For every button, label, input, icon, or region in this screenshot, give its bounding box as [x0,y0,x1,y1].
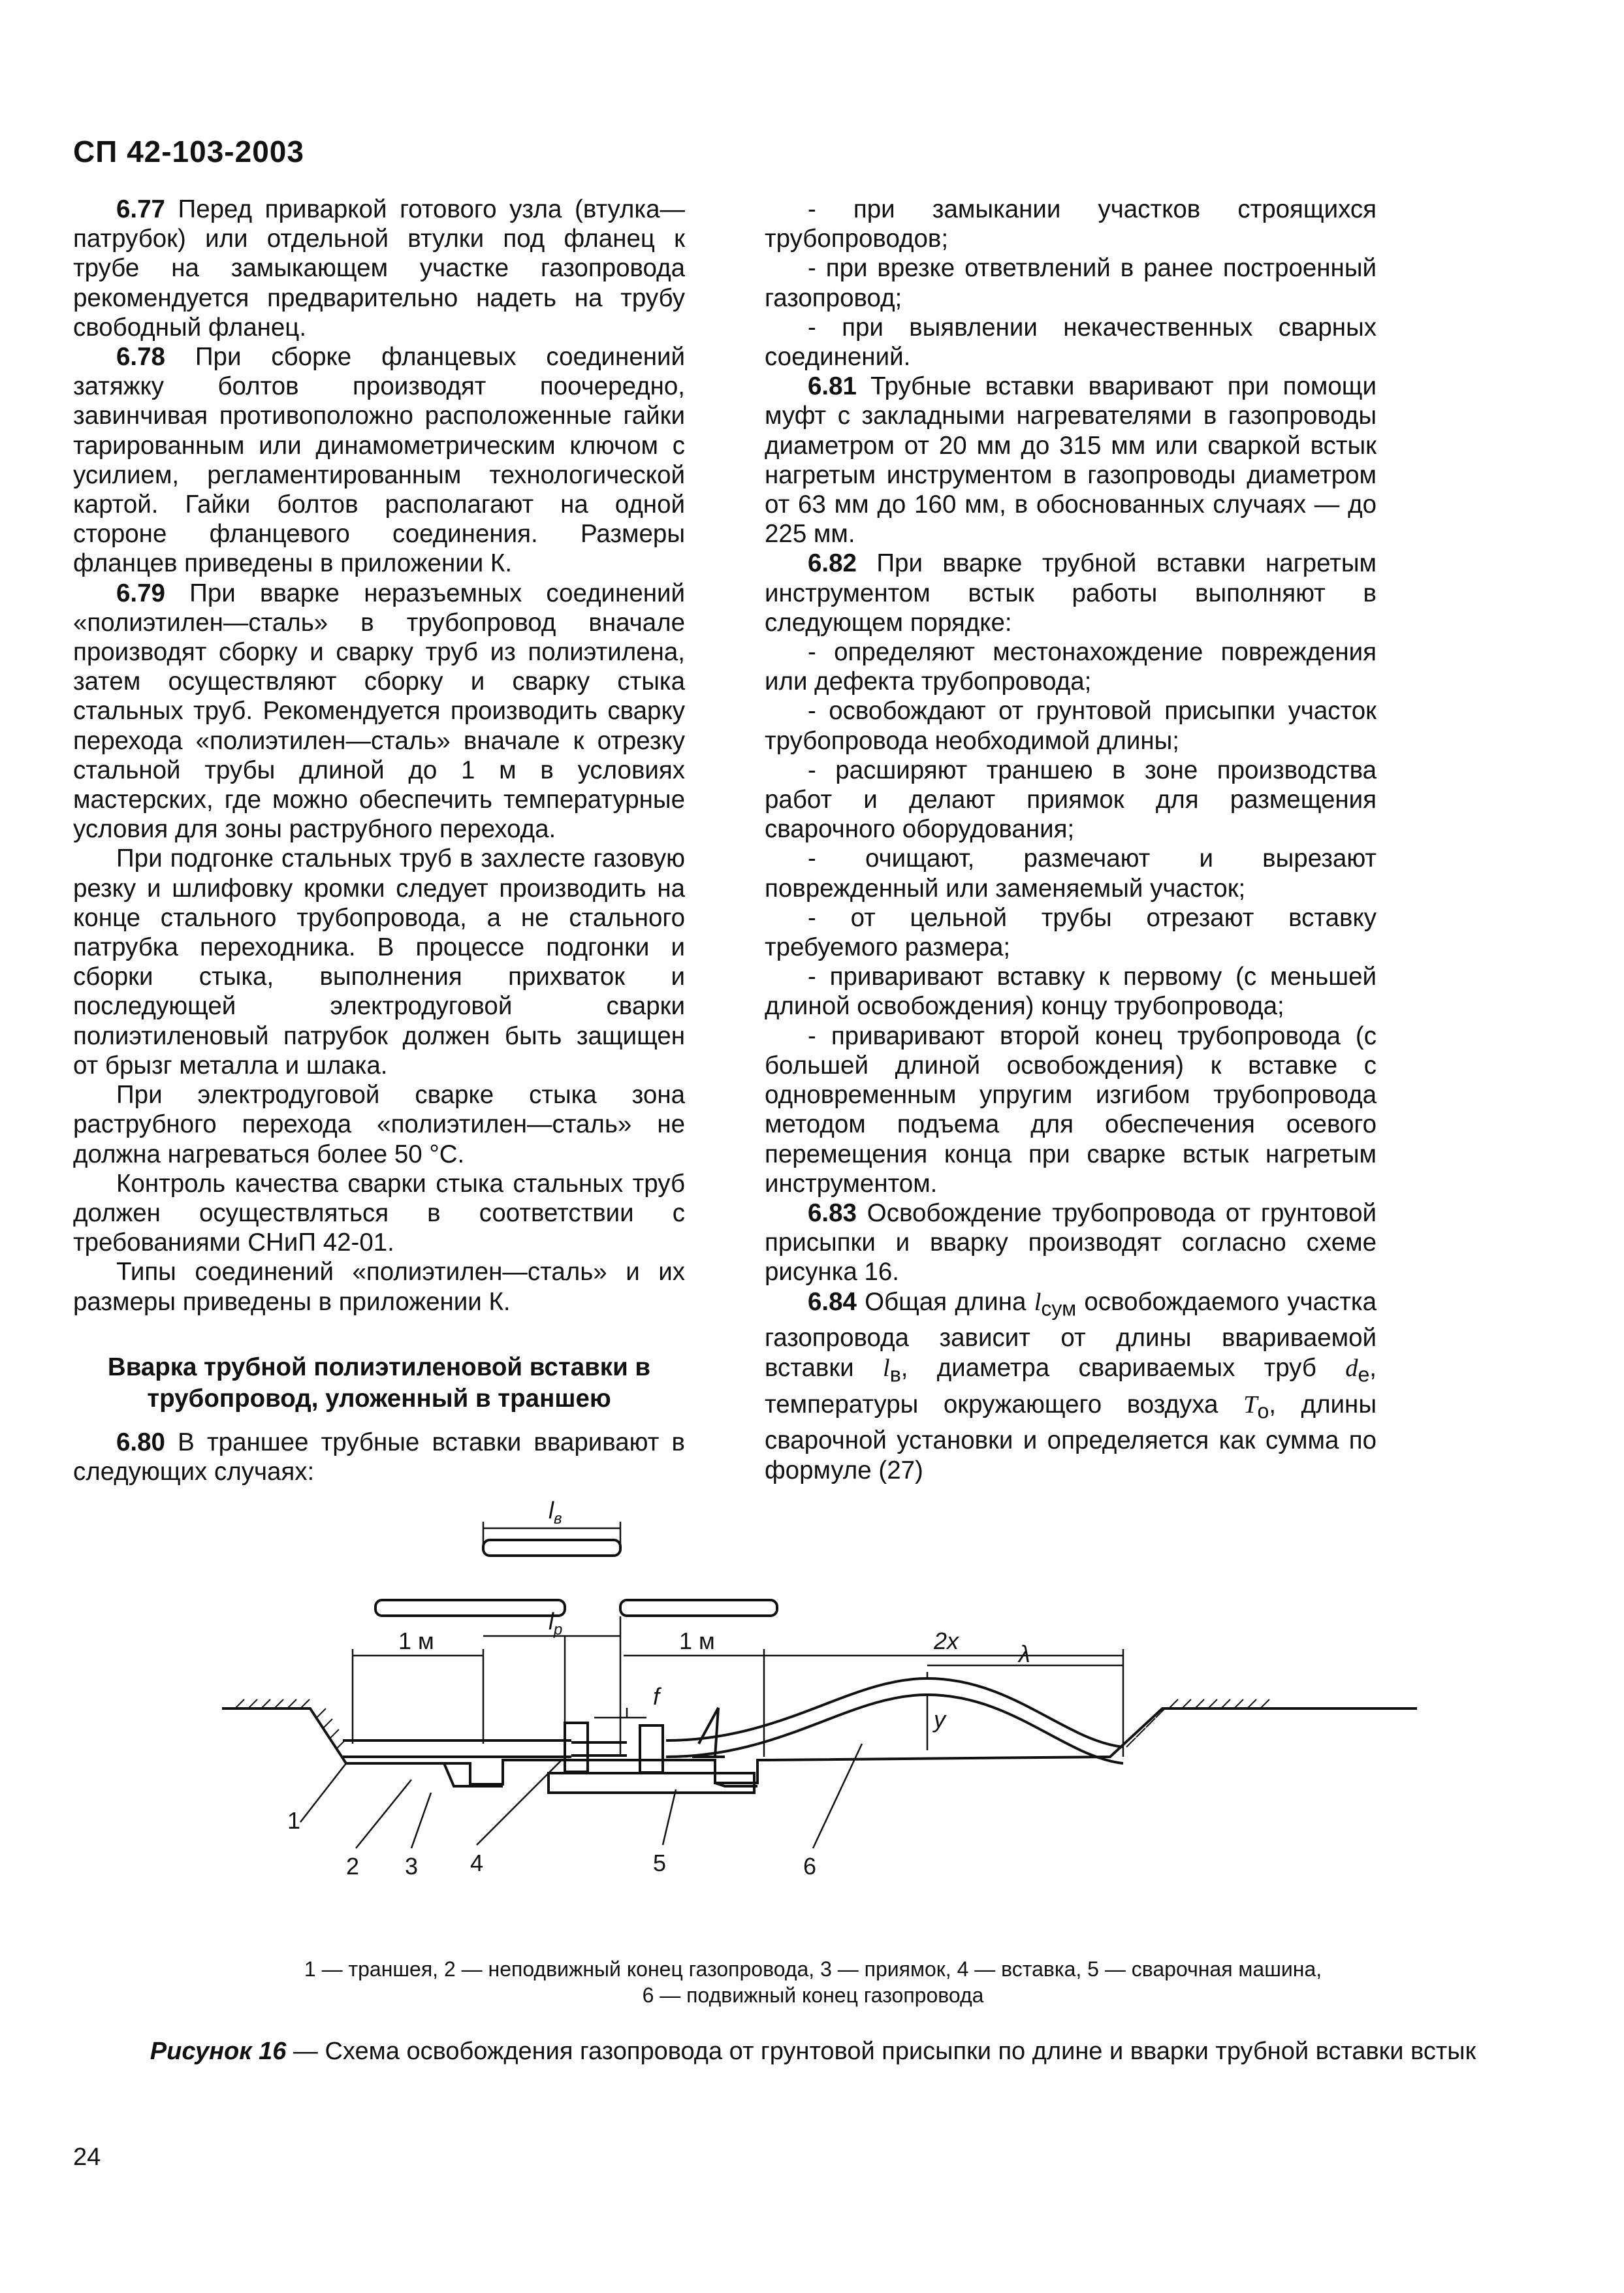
label-lambda: λ [1019,1641,1030,1667]
section-subheading: Вварка трубной полиэтиленовой вставки в трубопровод, уложенный в траншею [107,1353,651,1413]
paragraph-6-84 [765,1287,1377,1485]
page-number: 24 [73,2143,101,2171]
label-lp [549,1608,562,1639]
paragraph-6-78 [73,342,685,579]
clause-number: 6.83 [808,1198,857,1227]
left-column [73,195,685,1486]
text-run: , диаметра свариваемых труб [900,1353,1346,1382]
movable-pipe [666,1678,1123,1763]
list-item: - от цельной трубы отрезают вставку требуемого размера; [765,903,1377,962]
clause-number: 6.78 [116,343,165,372]
upper-insert-pipe [483,1540,620,1556]
paragraph-6-79 [73,579,685,844]
list-item: - очищают, размечают и вырезают поврежденный или заменяемый участок; [765,844,1377,903]
paragraph-text: При вварке неразъемных соединений «полиэтилен—сталь» в трубопровод вначале производят сборку и сварку труб из полиэтилена, затем осуществляют сборку и сварку стыка стальных труб. Рекомендуется производить сварку перехода «полиэтилен—сталь» вначале к отрезку стальной трубы длиной до 1 м в условиях мастерских, где можно обеспечить температурные условия для зоны раструбного перехода. [73,579,685,844]
subscript: в [889,1362,901,1387]
subscript: сум [1041,1296,1077,1321]
list-item: - при врезке ответвлений в ранее построенный газопровод; [765,254,1377,312]
right-column [765,195,1377,1485]
list-item: - расширяют траншею в зоне производства работ и делают приямок для размещения сварочного оборудования; [765,756,1377,844]
fixed-pipe [343,1740,571,1757]
label-f: f [653,1683,660,1710]
upper-left-pipe [375,1600,565,1616]
paragraph-joint-types: Типы соединений «полиэтилен—сталь» и их размеры приведены в приложении К. [73,1258,685,1316]
document-header: СП 42-103-2003 [73,135,304,168]
callout-1: 1 [287,1807,301,1834]
list-item: - при замыкании участков строящихся трубопроводов; [765,195,1377,253]
subscript: е [1358,1362,1370,1387]
clause-number: 6.80 [116,1428,165,1456]
clause-number: 6.81 [808,372,857,401]
list-item: - освобождают от грунтовой присыпки участок трубопровода необходимой длины; [765,697,1377,755]
var-d-e: d [1345,1354,1358,1382]
callout-3: 3 [405,1853,419,1880]
clause-number: 6.82 [808,549,857,578]
text-run: , длины сварочной установки и определяется как сумма по формуле (27) [765,1390,1377,1484]
var-l-v: l [882,1354,890,1382]
paragraph-text: Трубные вставки вваривают при помощи муфт с закладными нагревателями в газопроводы диаметром от 20 мм до 315 мм или сваркой встык нагретым инструментом в газопроводы диаметром от 63 мм до 160 мм, в обоснованных случаях — до 225 мм. [765,372,1377,549]
label-l: l [549,1608,554,1635]
upper-right-pipe [620,1600,777,1616]
paragraph-text: В траншее трубные вставки вваривают в следующих случаях: [73,1428,685,1486]
figure-title [131,2036,1495,2066]
callout-2: 2 [346,1853,360,1880]
text-run: освобождаемого участка газопровода зависит от длины ввариваемой вставки [765,1287,1377,1382]
dim-lp [483,1616,620,1757]
label-2x: 2x [934,1628,959,1654]
pit-outline [444,1763,757,1786]
list-item: - приваривают вставку к первому (с меньшей длиной освобождения) концу трубопровода; [765,963,1377,1021]
list-item: - при выявлении некачественных сварных соединений. [765,313,1377,372]
label-lv [549,1497,562,1528]
paragraph-text: Перед приваркой готового узла (втулка—патрубок) или отдельной втулки под фланец к трубе на замыкающем участке газопровода рекомендуется предварительно надеть на трубу свободный фланец. [73,195,685,342]
clamp-right [640,1725,663,1772]
var-t-o: T [1243,1390,1258,1419]
paragraph-text: При сборке фланцевых соединений затяжку болтов производят поочередно, завинчивая противоположно расположенные гайки тарированным или динамометрическим ключом с усилием, регламентированным технологической картой. Гайки болтов располагают на одной стороне фланцевого соединения. Размеры фланцев приведены в приложении К. [73,343,685,578]
callout-4: 4 [470,1850,484,1876]
text-run: , температуры окружающего воздуха [765,1353,1377,1419]
figure-caption [131,1956,1495,2008]
list-item: - определяют местонахождение повреждения или дефекта трубопровода; [765,638,1377,696]
label-sub: в [554,1510,562,1528]
caption-line-1: 1 — траншея, 2 — неподвижный конец газопровода, 3 — приямок, 4 — вставка, 5 — сварочная машина, [304,1957,1322,1981]
callout-6: 6 [803,1853,817,1880]
clamp-left [565,1723,588,1772]
label-1m-left: 1 м [398,1628,434,1654]
paragraph-6-80 [73,1428,685,1486]
ground-line [222,1708,1417,1784]
label-sub: р [554,1621,563,1639]
dim-2x [764,1649,1123,1757]
label-y: y [934,1706,946,1733]
figure-title-text: — Схема освобождения газопровода от грунтовой присыпки по длине и вварки трубной вставки встык [286,2038,1476,2065]
var-l-sum: l [1034,1288,1042,1316]
label-1m-right: 1 м [679,1628,715,1654]
paragraph-6-77 [73,195,685,342]
paragraph-6-83 [765,1198,1377,1287]
paragraph-text: Освобождение трубопровода от грунтовой присыпки и вварку производят согласно схеме рисунка 16. [765,1198,1377,1287]
callout-5: 5 [653,1850,667,1876]
clause-number: 6.79 [116,579,165,607]
text-run: Общая длина [856,1287,1034,1316]
paragraph-text: При вварке трубной вставки нагретым инструментом встык работы выполняют в следующем порядке: [765,549,1377,637]
clause-number: 6.77 [116,195,165,223]
label-l: l [549,1497,554,1524]
paragraph-6-81 [765,372,1377,549]
paragraph-fitting: При подгонке стальных труб в захлесте газовую резку и шлифовку кромки следует производить на конце стального трубопровода, а не стального патрубка переходника. В процессе подгонки и сборки стыка, выполнения прихваток и последующей электродуговой сварки полиэтиленовый патрубок должен быть защищен от брызг металла и шлака. [73,844,685,1080]
paragraph-arc-welding: При электродуговой сварке стыка зона раструбного перехода «полиэтилен—сталь» не должна нагреваться более 50 °С. [73,1081,685,1168]
subscript: о [1257,1399,1269,1423]
paragraph-quality-control: Контроль качества сварки стыка стальных труб должен осуществляться в соответствии с требованиями СНиП 42-01. [73,1169,685,1257]
welding-lever [692,1708,725,1757]
clause-number: 6.84 [808,1287,857,1316]
pipe-insert [571,1742,627,1756]
list-item: - приваривают второй конец трубопровода (с большей длиной освобождения) к вставке с одновременным упругим изгибом трубопровода методом подъема для обеспечения осевого перемещения конца при сварке встык нагретым инструментом. [765,1021,1377,1198]
caption-line-2: 6 — подвижный конец газопровода [642,1983,984,2007]
dim-1m-right [624,1649,764,1757]
figure-title-label: Рисунок 16 [150,2038,287,2065]
paragraph-6-82 [765,549,1377,637]
dim-1m-left [353,1649,483,1744]
